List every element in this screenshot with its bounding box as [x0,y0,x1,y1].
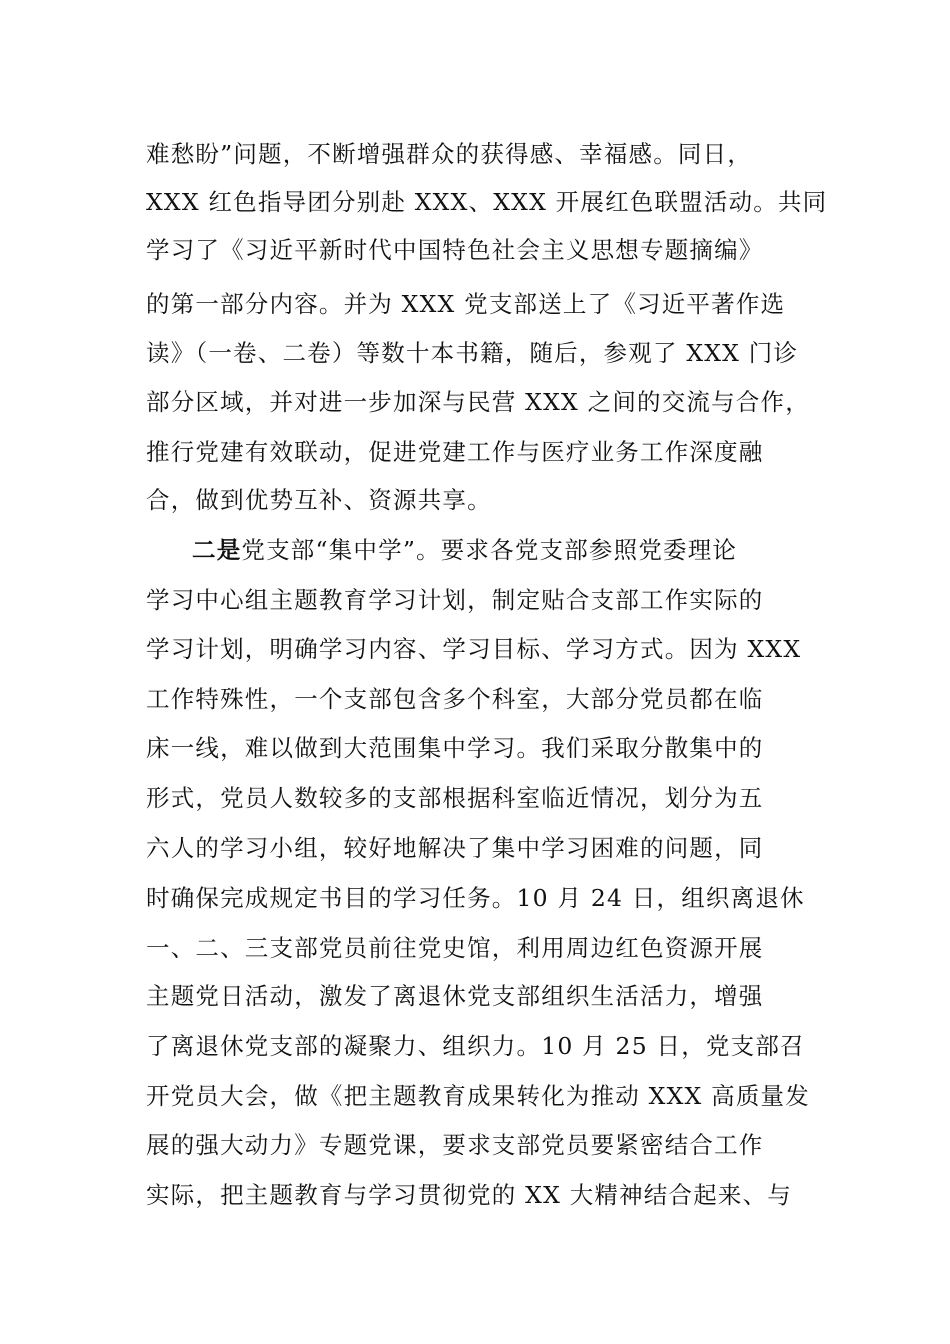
paragraph-2-line: 一、二、三支部党员前往党史馆，利用周边红色资源开展 [146,934,764,962]
paragraph-1-line: 推行党建有效联动，促进党建工作与医疗业务工作深度融 [146,438,764,466]
paragraph-1-line: 部分区域，并对进一步加深与民营 XXX 之间的交流与合作， [146,388,810,416]
paragraph-2-first-line-text: 党支部“集中学”。要求各党支部参照党委理论 [241,536,738,564]
paragraph-2-line: 了离退休党支部的凝聚力、组织力。10 月 25 日，党支部召 [146,1032,805,1060]
paragraph-2-line: 学习中心组主题教育学习计划，制定贴合支部工作实际的 [146,586,764,614]
paragraph-2-line: 工作特殊性，一个支部包含多个科室，大部分党员都在临 [146,685,764,713]
paragraph-2-line: 主题党日活动，激发了离退休党支部组织生活活力，增强 [146,982,764,1010]
paragraph-1-line: 的第一部分内容。并为 XXX 党支部送上了《习近平著作选 [146,290,786,318]
paragraph-2-line: 时确保完成规定书目的学习任务。10 月 24 日，组织离退休 [146,884,805,912]
paragraph-2-first-line [192,535,737,565]
paragraph-1-line: XXX 红色指导团分别赴 XXX、XXX 开展红色联盟活动。共同 [146,188,828,216]
paragraph-1-line: 难愁盼”问题，不断增强群众的获得感、幸福感。同日， [146,140,753,168]
paragraph-2-line: 床一线，难以做到大范围集中学习。我们采取分散集中的 [146,734,764,762]
paragraph-1-line: 学习了《习近平新时代中国特色社会主义思想专题摘编》 [146,236,764,264]
paragraph-1-line: 合，做到优势互补、资源共享。 [146,486,492,514]
paragraph-lead: 二是 [192,536,242,564]
paragraph-2-line: 展的强大动力》专题党课，要求支部党员要紧密结合工作 [146,1131,764,1159]
paragraph-2-line: 开党员大会，做《把主题教育成果转化为推动 XXX 高质量发 [146,1082,810,1110]
paragraph-1-line: 读》（一卷、二卷）等数十本书籍，随后，参观了 XXX 门诊 [146,339,799,367]
paragraph-2-line: 实际，把主题教育与学习贯彻党的 XX 大精神结合起来、与 [146,1181,792,1209]
paragraph-2-line: 学习计划，明确学习内容、学习目标、学习方式。因为 XXX [146,635,802,663]
paragraph-2-line: 六人的学习小组，较好地解决了集中学习困难的问题，同 [146,834,764,862]
paragraph-2-line: 形式，党员人数较多的支部根据科室临近情况，划分为五 [146,784,764,812]
